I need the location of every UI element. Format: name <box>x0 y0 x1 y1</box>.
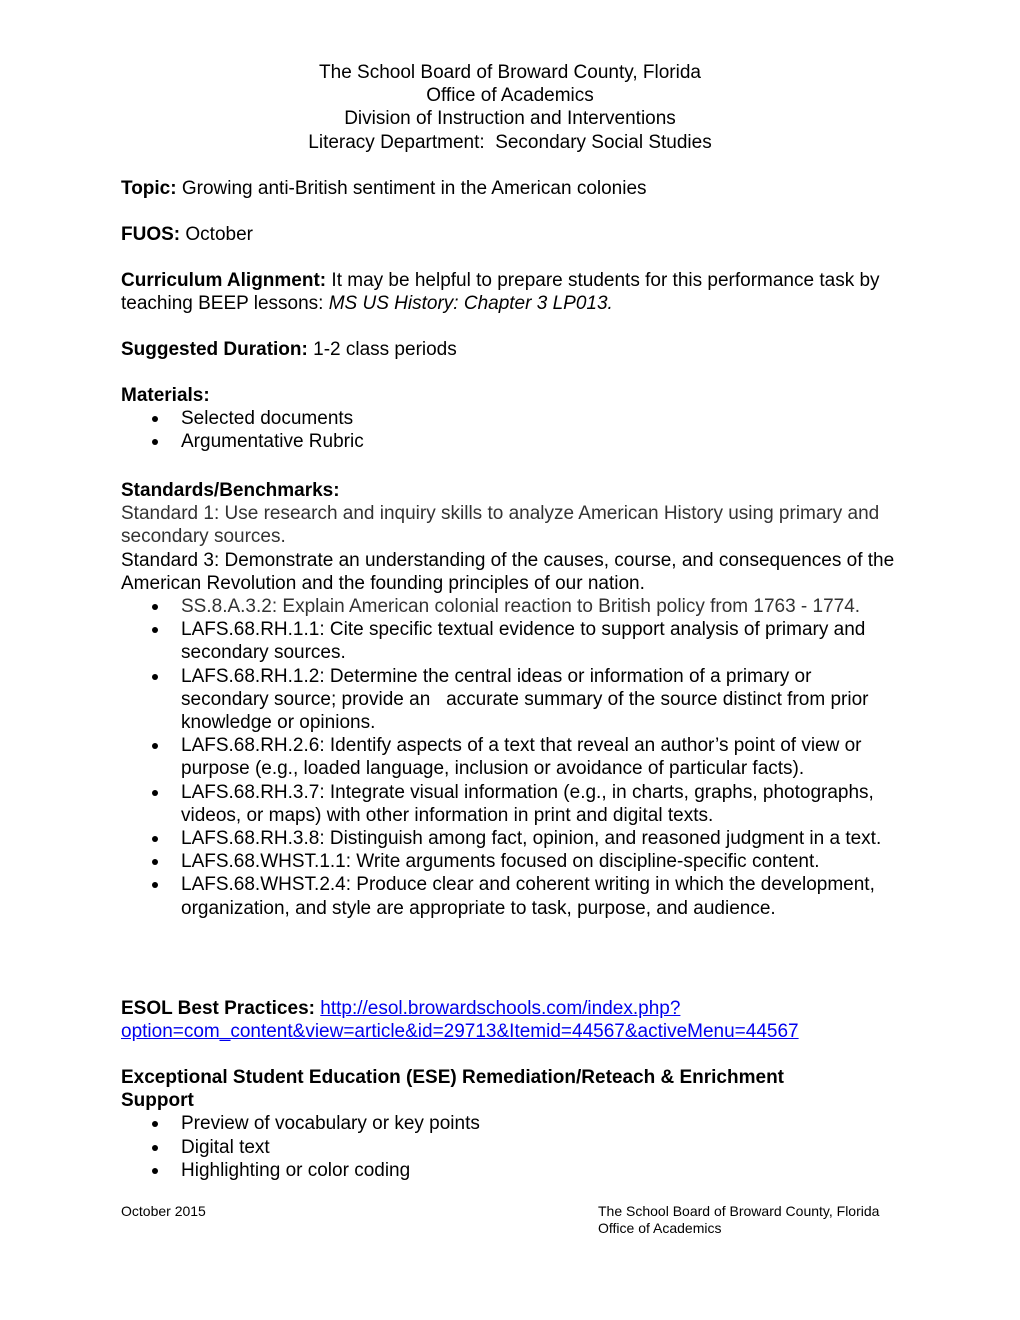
list-item: LAFS.68.RH.1.2: Determine the central ideas or information of a primary or secondary source; provide an accurate summary of the source distinct from prior knowledge or opinions. <box>181 665 896 735</box>
fuos-section <box>121 223 911 246</box>
materials-label: Materials: <box>121 385 210 406</box>
header-line: Office of Academics <box>426 85 594 107</box>
document-header <box>0 61 1020 154</box>
esol-link-line1[interactable]: http://esol.browardschools.com/index.php? <box>320 998 681 1019</box>
topic-value: Growing anti-British sentiment in the American colonies <box>181 178 647 199</box>
standards-section <box>121 479 906 920</box>
duration-label: Suggested Duration: <box>121 339 308 360</box>
esol-section <box>121 997 911 1043</box>
header-line: The School Board of Broward County, Florida <box>319 62 701 83</box>
list-item: Digital text <box>181 1136 831 1159</box>
duration-section <box>121 338 911 361</box>
topic-label: Topic: <box>121 178 177 199</box>
standard-1: Standard 1: Use research and inquiry skills to analyze American History using primary and secondary sources. <box>121 503 880 548</box>
curriculum-lesson: MS US History: Chapter 3 LP013. <box>328 293 613 315</box>
materials-list <box>121 407 911 453</box>
list-item: LAFS.68.WHST.1.1: Write arguments focused on discipline-specific content. <box>181 850 896 873</box>
header-line: Division of Instruction and Interventions <box>344 108 676 130</box>
footer-date: October 2015 <box>121 1203 206 1219</box>
list-item: Highlighting or color coding <box>181 1159 831 1182</box>
curriculum-label: Curriculum Alignment: <box>121 270 327 291</box>
benchmarks-list <box>121 595 906 920</box>
list-item: LAFS.68.RH.1.1: Cite specific textual evidence to support analysis of primary and secondary sources. <box>181 618 896 664</box>
list-item: Selected documents <box>181 407 911 430</box>
standards-label: Standards/Benchmarks: <box>121 480 340 501</box>
ese-list <box>121 1112 831 1182</box>
duration-value: 1-2 class periods <box>313 339 457 360</box>
fuos-value: October <box>185 224 253 245</box>
list-item: LAFS.68.WHST.2.4: Produce clear and coherent writing in which the development, organization, and style are appropriate to task, purpose, and audience. <box>181 873 896 919</box>
footer-org-line2: Office of Academics <box>598 1220 722 1236</box>
curriculum-value: It may be helpful to prepare students for this performance task by teaching BEEP lessons: <box>121 270 880 315</box>
fuos-label: FUOS: <box>121 224 181 245</box>
list-item: LAFS.68.RH.3.7: Integrate visual information (e.g., in charts, graphs, photographs, videos, or maps) with other information in print and digital texts. <box>181 781 896 827</box>
topic-section <box>121 177 911 200</box>
esol-label: ESOL Best Practices: <box>121 998 315 1019</box>
standard-3: Standard 3: Demonstrate an understanding of the causes, course, and consequences of the American Revolution and the founding principles of our nation. <box>121 549 895 594</box>
ese-label: Exceptional Student Education (ESE) Remediation/Reteach & Enrichment Support <box>121 1067 784 1112</box>
materials-section <box>121 384 911 454</box>
esol-link-line2[interactable]: option=com_content&view=article&id=29713&Itemid=44567&activeMenu=44567 <box>121 1021 799 1043</box>
list-item: LAFS.68.RH.2.6: Identify aspects of a text that reveal an author’s point of view or purpose (e.g., loaded language, inclusion or avoidance of particular facts). <box>181 734 896 780</box>
list-item: SS.8.A.3.2: Explain American colonial reaction to British policy from 1763 - 1774. <box>181 595 896 618</box>
curriculum-section <box>121 269 906 315</box>
list-item: Argumentative Rubric <box>181 430 911 453</box>
footer-org <box>598 1203 879 1237</box>
list-item: LAFS.68.RH.3.8: Distinguish among fact, opinion, and reasoned judgment in a text. <box>181 827 896 850</box>
header-line: Literacy Department: Secondary Social Studies <box>308 131 712 153</box>
list-item: Preview of vocabulary or key points <box>181 1112 831 1135</box>
footer-org-line1: The School Board of Broward County, Florida <box>598 1203 880 1219</box>
ese-section <box>121 1066 831 1182</box>
